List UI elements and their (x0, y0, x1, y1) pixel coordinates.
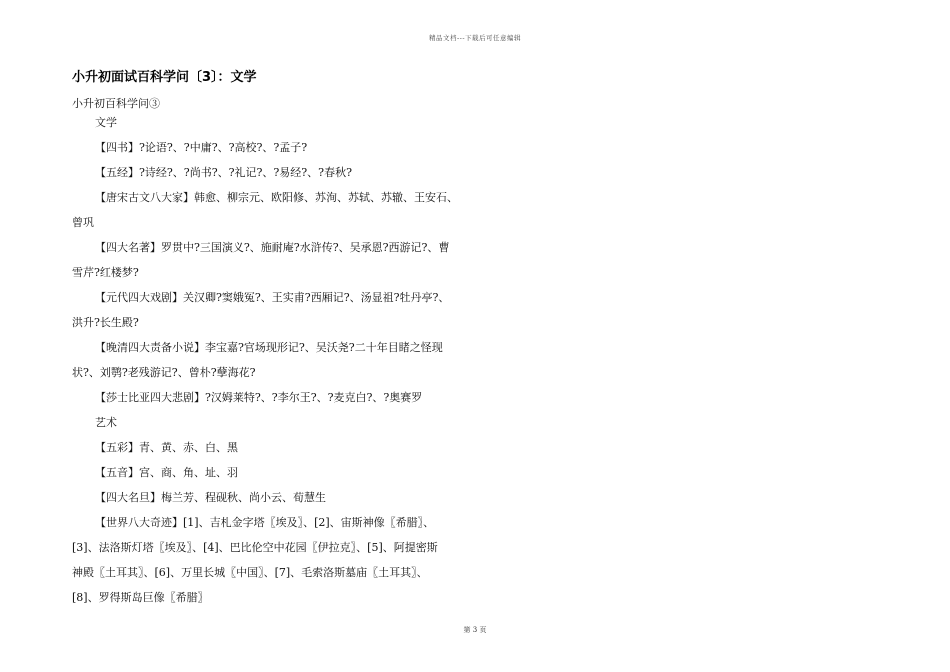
body-line: 雪芹?红楼梦? (72, 266, 139, 279)
body-line: 艺术 (95, 416, 117, 429)
page-number: 第 3 页 (463, 626, 487, 634)
body-line: 洪升?长生殿? (72, 316, 139, 329)
body-line: 文学 (95, 116, 117, 129)
body-line: 【唐宋古文八大家】韩愈、柳宗元、欧阳修、苏洵、苏轼、苏辙、王安石、 (95, 191, 458, 204)
body-line: 【晚清四大责备小说】李宝嘉?官场现形记?、吴沃尧?二十年目睹之怪现 (95, 341, 443, 354)
document-subtitle: 小升初百科学问③ (72, 97, 160, 110)
page-header: 精品文档---下载后可任意编辑 (428, 34, 522, 42)
body-line: 【五音】宫、商、角、址、羽 (95, 466, 238, 479)
document-body (72, 110, 472, 610)
body-line: 神殿〖土耳其〗、[6]、万里长城〖中国〗、[7]、毛索洛斯墓庙〖土耳其〗、 (72, 566, 428, 579)
body-line: 【五经】?诗经?、?尚书?、?礼记?、?易经?、?春秋? (95, 166, 352, 179)
body-line: 【世界八大奇迹】[1]、吉札金字塔〖埃及〗、[2]、宙斯神像〖希腊〗、 (95, 516, 435, 529)
body-line: 【四大名旦】梅兰芳、程砚秋、尚小云、荀慧生 (95, 491, 326, 504)
body-line: 【四大名著】罗贯中?三国演义?、施耐庵?水浒传?、吴承恩?西游记?、曹 (95, 241, 450, 254)
body-line: 状?、刘鹗?老残游记?、曾朴?孽海花? (72, 366, 256, 379)
body-line: [8]、罗得斯岛巨像〖希腊〗 (72, 591, 209, 604)
body-line: 【四书】?论语?、?中庸?、?高校?、?孟子? (95, 141, 308, 154)
body-line: 【元代四大戏剧】关汉卿?窦娥冤?、王实甫?西厢记?、汤显祖?牡丹亭?、 (95, 291, 450, 304)
body-line: 【莎士比亚四大悲剧】?汉姆莱特?、?李尔王?、?麦克白?、?奥赛罗 (95, 391, 423, 404)
document-title: 小升初面试百科学问〔3〕：文学 (72, 70, 257, 85)
body-line: 【五彩】青、黄、赤、白、黑 (95, 441, 238, 454)
body-line: [3]、法洛斯灯塔〖埃及〗、[4]、巴比伦空中花园〖伊拉克〗、[5]、阿提密斯 (72, 541, 438, 554)
body-line: 曾巩 (72, 216, 94, 229)
